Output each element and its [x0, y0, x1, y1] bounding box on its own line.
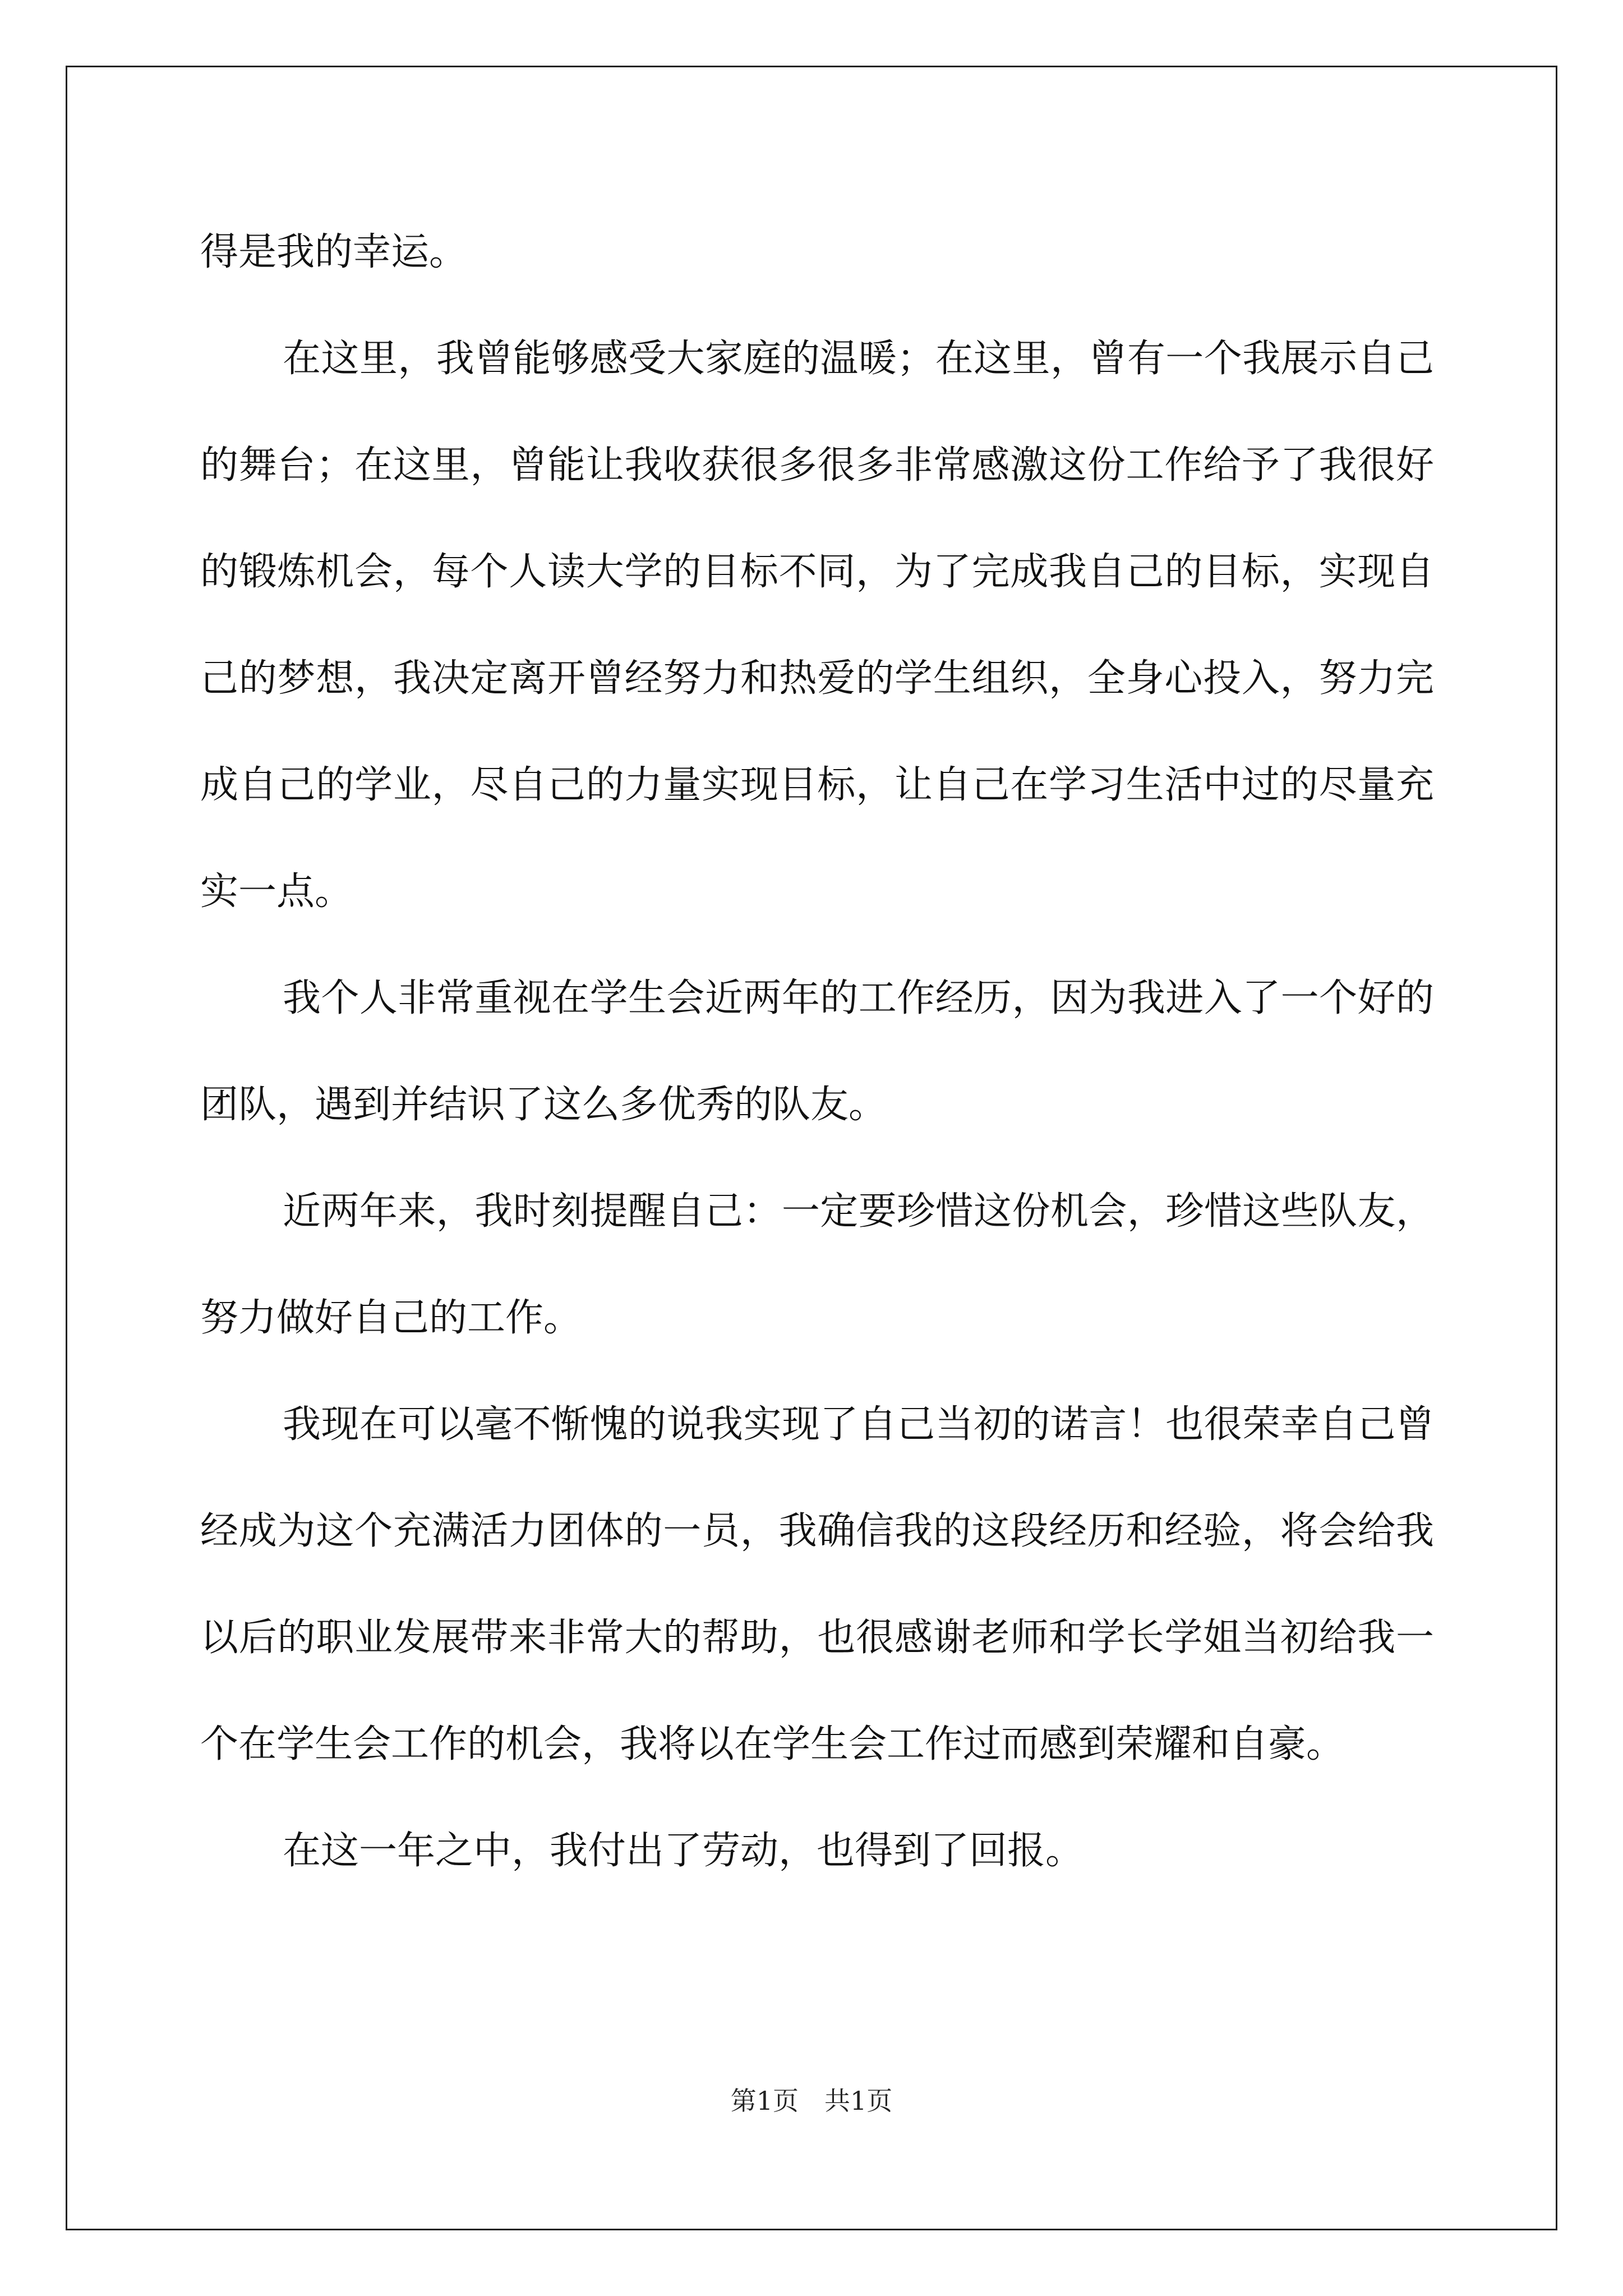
page-footer [0, 2084, 1623, 2118]
paragraph: 我个人非常重视在学生会近两年的工作经历，因为我进入了一个好的团队，遇到并结识了这么多优秀的队友。 [200, 976, 1434, 1127]
paragraph: 近两年来，我时刻提醒自己：一定要珍惜这份机会，珍惜这些队友，努力做好自己的工作。 [200, 1189, 1434, 1340]
document-body [200, 199, 1434, 1904]
paragraph: 我现在可以毫不惭愧的说我实现了自己当初的诺言！也很荣幸自己曾经成为这个充满活力团体的一员，我确信我的这段经历和经验，将会给我以后的职业发展带来非常大的帮助，也很感谢老师和学长学姐当初给我一个在学生会工作的机会，我将以在学生会工作过而感到荣耀和自豪。 [200, 1402, 1434, 1766]
paragraph: 在这一年之中，我付出了劳动，也得到了回报。 [283, 1829, 1084, 1873]
page-number-label: 第1页 共1页 [730, 2086, 893, 2116]
paragraph: 得是我的幸运。 [200, 230, 468, 274]
paragraph: 在这里，我曾能够感受大家庭的温暖；在这里，曾有一个我展示自己的舞台；在这里，曾能让我收获很多很多非常感激这份工作给予了我很好的锻炼机会，每个人读大学的目标不同，为了完成我自己的目标，实现自己的梦想，我决定离开曾经努力和热爱的学生组织，全身心投入，努力完成自己的学业，尽自己的力量实现目标，让自己在学习生活中过的尽量充实一点。 [200, 337, 1434, 914]
